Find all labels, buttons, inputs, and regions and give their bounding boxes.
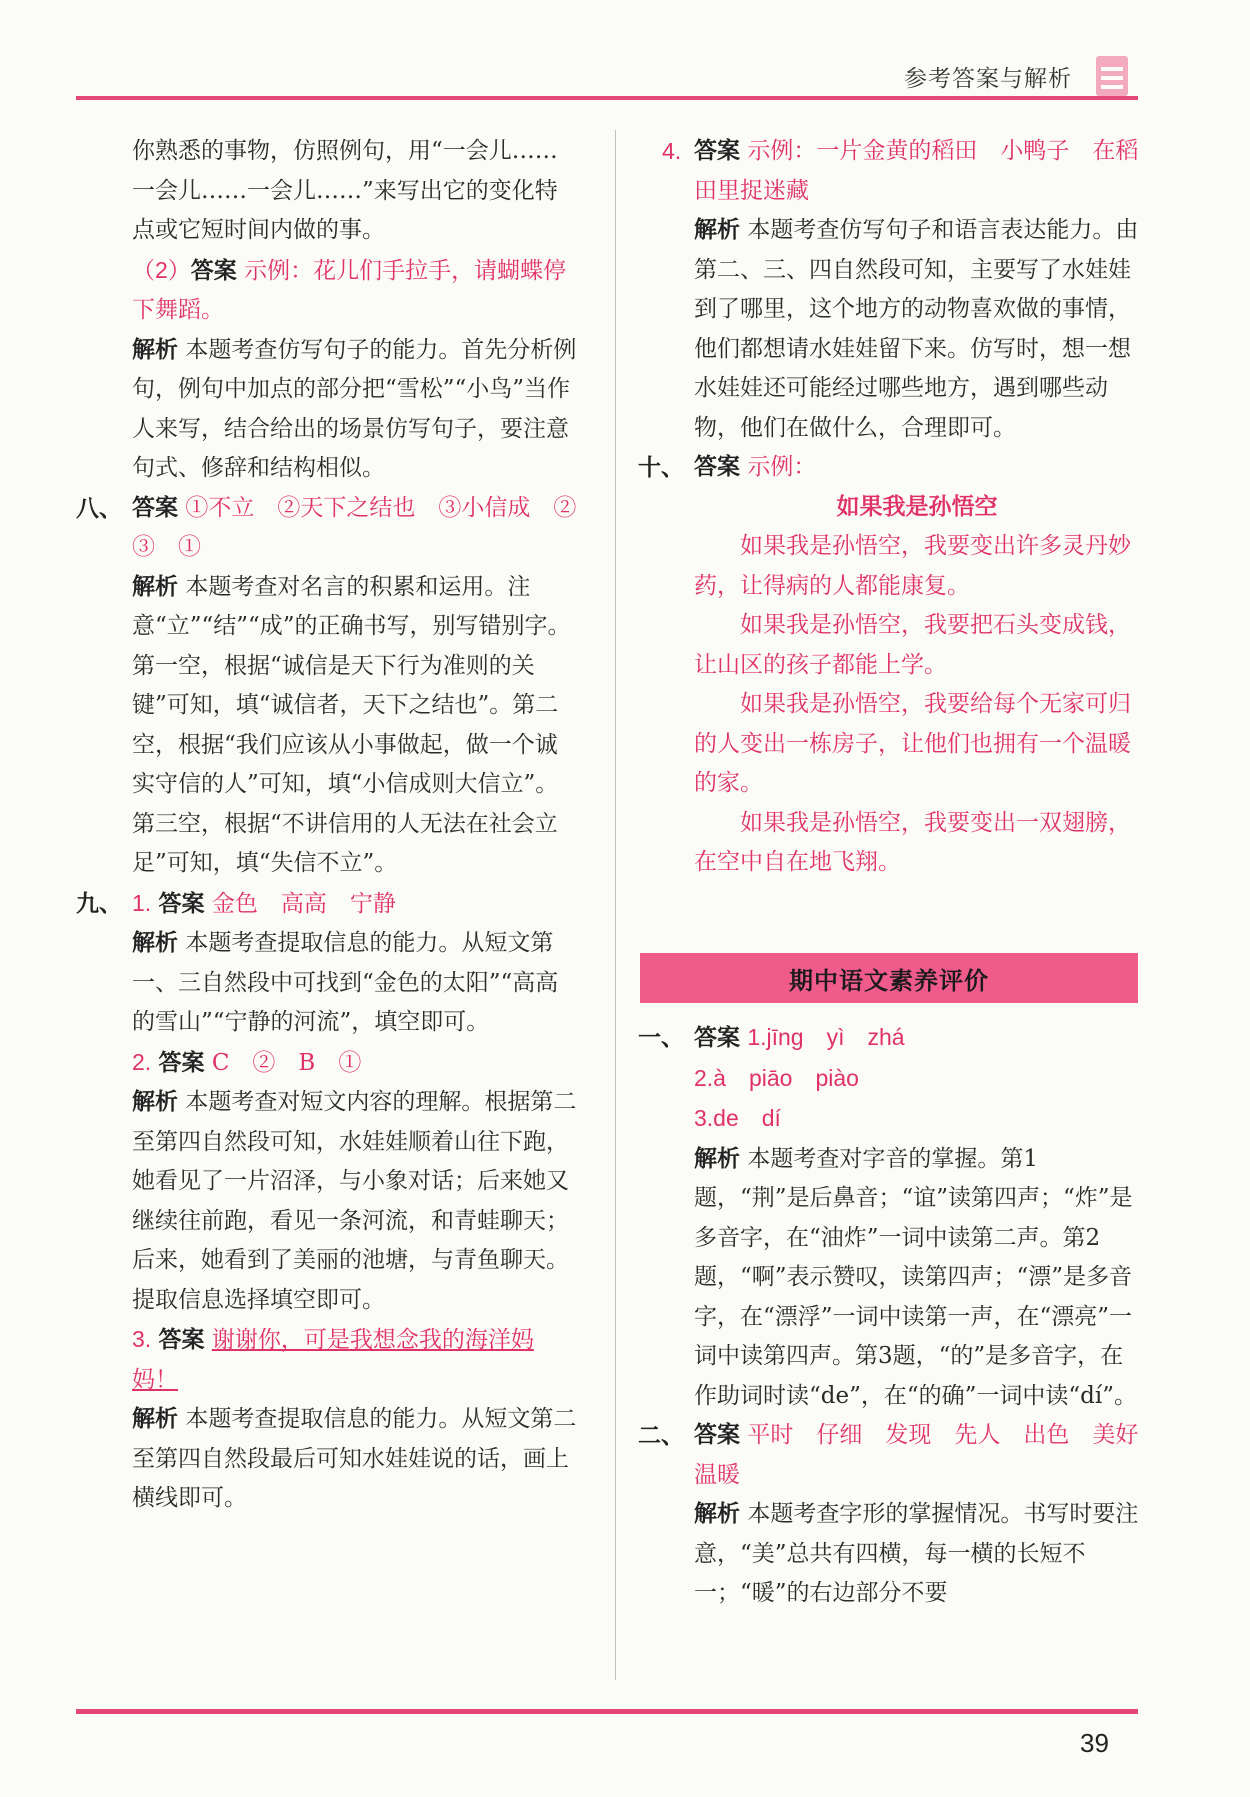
ten-answer: 十、 答案 示例：	[638, 454, 817, 481]
page-number: 39	[1080, 1728, 1109, 1758]
nine-1-analysis: 解析 本题考查提取信息的能力。从短文第一、三自然段中可找到“金色的太阳”“高高的雪山”“宁静的河流”，填空即可。	[132, 930, 559, 1035]
book-icon	[1096, 56, 1128, 96]
essay-paragraph: 如果我是孙悟空，我要变出一双翅膀，在空中自在地飞翔。	[694, 809, 1131, 875]
one-answer-2: 2.à piāo piào	[694, 1064, 859, 1091]
essay-paragraph: 如果我是孙悟空，我要给每个无家可归的人变出一栋房子，让他们也拥有一个温暖的家。	[694, 691, 1131, 796]
essay-paragraph: 如果我是孙悟空，我要把石头变成钱，让山区的孩子都能上学。	[694, 612, 1131, 678]
two-answer: 二、 答案 平时 仔细 发现 先人 出色 美好 温暖	[638, 1422, 1162, 1488]
right-column-top	[638, 132, 1140, 883]
one-answer-3: 3.de dí	[694, 1105, 781, 1131]
section-title: 期中语文素养评价	[640, 953, 1138, 1003]
one-analysis: 解析 本题考查对字音的掌握。第1题，“荆”是后鼻音；“谊”读第四声；“炸”是多音字，在“油炸”一词中读第二声。第2题，“啊”表示赞叹，读第四声；“漂”是多音字，在“漂浮”一词中读第一声，在“漂亮”一词中读第四声。第3题，“的”是多音字，在作助词时读“de”，在“的确”一词中读“dí”。	[694, 1145, 1137, 1409]
essay-paragraph: 如果我是孙悟空，我要变出许多灵丹妙药，让得病的人都能康复。	[694, 533, 1131, 599]
q4-analysis: 解析 本题考查仿写句子和语言表达能力。由第二、三、四自然段可知，主要写了水娃娃到了哪里，这个地方的动物喜欢做的事情，他们都想请水娃娃留下来。仿写时，想一想水娃娃还可能经过哪些地方，遇到哪些动物，他们在做什么，合理即可。	[694, 217, 1139, 441]
text-block: 你熟悉的事物，仿照例句，用“一会儿……一会儿……一会儿……”来写出它的变化特点或它短时间内做的事。	[132, 138, 558, 243]
footer-rule	[76, 1709, 1138, 1714]
two-analysis: 解析 本题考查字形的掌握情况。书写时要注意，“美”总共有四横，每一横的长短不一；“暖”的右边部分不要	[694, 1501, 1139, 1606]
one-answer: 一、 答案 1.jīng yì zhá	[638, 1024, 905, 1051]
q2-analysis: 解析 本题考查仿写句子的能力。首先分析例句，例句中加点的部分把“雪松”“小鸟”当作人来写，结合给出的场景仿写句子，要注意句式、修辞和结构相似。	[132, 336, 577, 481]
header-title: 参考答案与解析	[904, 66, 1072, 92]
column-divider	[615, 130, 616, 1680]
left-column	[76, 132, 600, 1519]
header-rule	[76, 96, 1138, 100]
eight-answer: 八、 答案 ①不立 ②天下之结也 ③小信成 ② ③ ①	[76, 494, 600, 560]
eight-analysis: 解析 本题考查对名言的积累和运用。注意“立”“结”“成”的正确书写，别写错别字。第一空，根据“诚信是天下行为准则的关键”可知，填“诚信者，天下之结也”。第二空，根据“我们应该从小事做起，做一个诚实守信的人”可知，填“小信成则大信立”。第三空，根据“不讲信用的人无法在社会立足”可知，填“失信不立”。	[132, 573, 571, 876]
q2-answer: （2）答案 示例：花儿们手拉手，请蝴蝶停下舞蹈。	[132, 256, 567, 323]
nine-1-answer: 九、 1. 答案 金色 高高 宁静	[76, 889, 396, 917]
q4-answer: 4. 答案 示例：一片金黄的稻田 小鸭子 在稻田里捉迷藏	[662, 138, 1139, 204]
nine-2-answer: 2. 答案 C ② B ①	[132, 1048, 362, 1076]
nine-3-analysis: 解析 本题考查提取信息的能力。从短文第二至第四自然段最后可知水娃娃说的话，画上横线即可。	[132, 1406, 577, 1511]
nine-3-answer: 3. 答案 谢谢你，可是我想念我的海洋妈妈！	[132, 1326, 534, 1393]
right-column-bottom	[638, 1018, 1162, 1614]
nine-2-analysis: 解析 本题考查对短文内容的理解。根据第二至第四自然段可知，水娃娃顺着山往下跑，她看见了一片沼泽，与小象对话；后来她又继续往前跑，看见一条河流，和青蛙聊天；后来，她看到了美丽的池塘，与青鱼聊天。提取信息选择填空即可。	[132, 1089, 577, 1313]
essay-title: 如果我是孙悟空	[836, 493, 998, 520]
